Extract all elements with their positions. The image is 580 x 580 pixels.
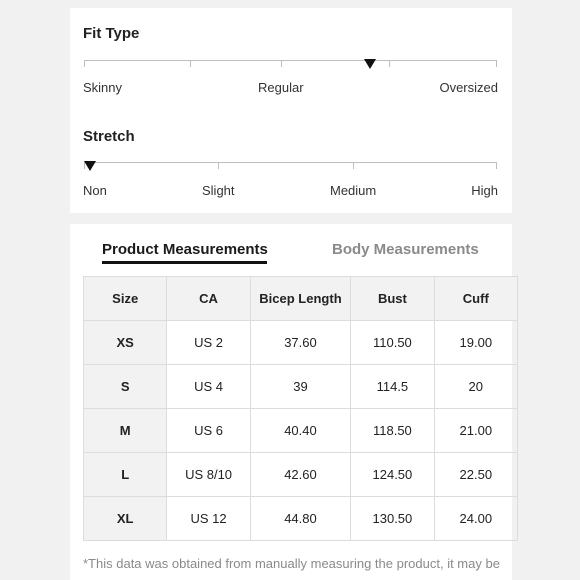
measurement-disclaimer: *This data was obtained from manually measuring the product, it may be [83, 556, 500, 571]
scale-tick [84, 60, 85, 67]
table-header-row [84, 277, 518, 321]
cell-bicep-length: 39 [250, 365, 350, 409]
tab-product-measurements[interactable]: Product Measurements [102, 241, 268, 258]
cell-cuff: 20 [434, 365, 517, 409]
cell-cuff: 22.50 [434, 453, 517, 497]
fit-type-title: Fit Type [83, 25, 140, 42]
table-row [84, 365, 518, 409]
cell-bicep-length: 42.60 [250, 453, 350, 497]
table-row [84, 321, 518, 365]
cell-cuff: 24.00 [434, 497, 517, 541]
stretch-label-non: Non [83, 183, 107, 198]
cell-bicep-length: 40.40 [250, 409, 350, 453]
cell-bicep-length: 37.60 [250, 321, 350, 365]
header-ca: CA [167, 277, 250, 321]
cell-ca: US 4 [167, 365, 250, 409]
scale-tick [389, 60, 390, 67]
cell-ca: US 12 [167, 497, 250, 541]
fit-label-regular: Regular [258, 80, 304, 95]
scale-tick [496, 162, 497, 169]
scale-tick [353, 162, 354, 169]
table-row [84, 497, 518, 541]
tab-body-measurements[interactable]: Body Measurements [332, 241, 479, 258]
scale-tick [281, 60, 282, 67]
cell-bicep-length: 44.80 [250, 497, 350, 541]
cell-bust: 118.50 [351, 409, 434, 453]
cell-bust: 130.50 [351, 497, 434, 541]
fit-label-skinny: Skinny [83, 80, 123, 95]
cell-bust: 110.50 [351, 321, 434, 365]
scale-tick [496, 60, 497, 67]
fit-type-marker [364, 59, 376, 69]
cell-size: XL [84, 497, 167, 541]
cell-ca: US 8/10 [167, 453, 250, 497]
cell-cuff: 19.00 [434, 321, 517, 365]
size-table [83, 276, 518, 541]
cell-size: XS [84, 321, 167, 365]
header-size: Size [84, 277, 167, 321]
stretch-label-slight: Slight [202, 183, 235, 198]
fit-info-card [70, 8, 512, 213]
measurements-card [70, 224, 512, 580]
stretch-track [84, 162, 497, 163]
cell-size: L [84, 453, 167, 497]
header-cuff: Cuff [434, 277, 517, 321]
cell-ca: US 6 [167, 409, 250, 453]
cell-bust: 114.5 [351, 365, 434, 409]
cell-cuff: 21.00 [434, 409, 517, 453]
table-row [84, 453, 518, 497]
cell-bust: 124.50 [351, 453, 434, 497]
header-bicep-length: Bicep Length [250, 277, 350, 321]
table-row [84, 409, 518, 453]
fit-type-track [84, 60, 497, 61]
stretch-label-high: High [471, 183, 498, 198]
stretch-title: Stretch [83, 128, 135, 145]
active-tab-indicator [102, 261, 267, 264]
header-bust: Bust [351, 277, 434, 321]
stretch-label-medium: Medium [330, 183, 377, 198]
cell-ca: US 2 [167, 321, 250, 365]
scale-tick [190, 60, 191, 67]
stretch-marker [84, 161, 96, 171]
fit-label-oversized: Oversized [439, 80, 498, 95]
cell-size: M [84, 409, 167, 453]
cell-size: S [84, 365, 167, 409]
scale-tick [218, 162, 219, 169]
